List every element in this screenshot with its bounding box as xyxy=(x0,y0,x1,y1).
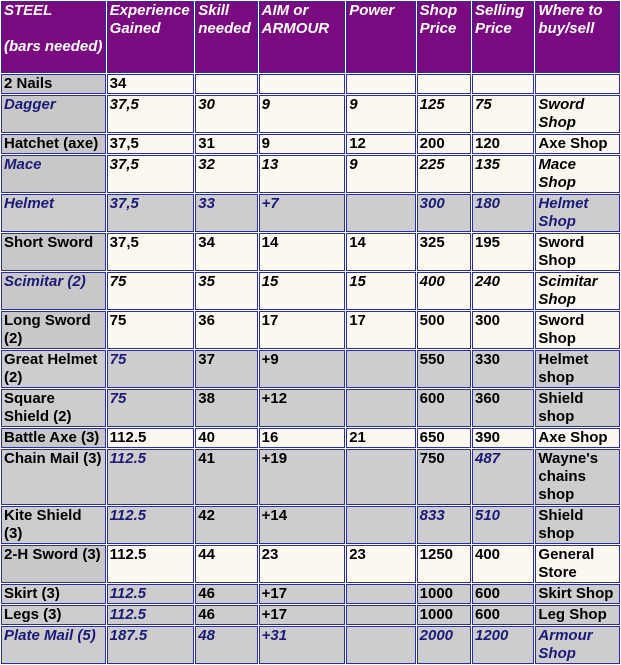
aim-cell: 16 xyxy=(259,428,346,448)
selling-price-cell: 390 xyxy=(472,428,534,448)
power-cell xyxy=(346,194,415,232)
where-cell: Sword Shop xyxy=(535,233,620,271)
experience-cell: 112.5 xyxy=(107,605,195,625)
where-header: Where to buy/sell xyxy=(535,1,620,73)
where-cell: Scimitar Shop xyxy=(535,272,620,310)
table-row xyxy=(1,506,620,544)
experience-cell: 37,5 xyxy=(107,155,195,193)
skill-header: Skill needed xyxy=(195,1,257,73)
aim-cell: +12 xyxy=(259,389,346,427)
selling-price-cell: 75 xyxy=(472,95,534,133)
power-cell xyxy=(346,584,415,604)
shop-price-cell: 325 xyxy=(417,233,471,271)
selling-price-cell: 360 xyxy=(472,389,534,427)
aim-cell: 13 xyxy=(259,155,346,193)
selling-price-cell: 240 xyxy=(472,272,534,310)
where-cell: Sword Shop xyxy=(535,95,620,133)
selling-price-cell: 600 xyxy=(472,605,534,625)
item-name: Square Shield (2) xyxy=(1,389,106,427)
power-cell: 21 xyxy=(346,428,415,448)
power-cell xyxy=(346,389,415,427)
shop-price-cell: 200 xyxy=(417,134,471,154)
power-cell xyxy=(346,506,415,544)
item-name: Great Helmet (2) xyxy=(1,350,106,388)
experience-cell: 37,5 xyxy=(107,233,195,271)
skill-cell: 35 xyxy=(195,272,257,310)
selling-price-cell: 400 xyxy=(472,545,534,583)
experience-cell: 75 xyxy=(107,389,195,427)
power-cell: 9 xyxy=(346,155,415,193)
skill-cell: 46 xyxy=(195,584,257,604)
where-cell: Helmet shop xyxy=(535,350,620,388)
item-name: Plate Mail (5) xyxy=(1,626,106,664)
power-cell xyxy=(346,626,415,664)
skill-cell: 41 xyxy=(195,449,257,505)
selling-price-cell: 330 xyxy=(472,350,534,388)
table-row xyxy=(1,449,620,505)
shop-price-cell: 550 xyxy=(417,350,471,388)
shop-price-header: Shop Price xyxy=(417,1,471,73)
item-name: Battle Axe (3) xyxy=(1,428,106,448)
where-cell: Axe Shop xyxy=(535,428,620,448)
item-name: Dagger xyxy=(1,95,106,133)
steel-header xyxy=(1,1,106,73)
selling-price-cell xyxy=(472,74,534,94)
power-cell: 23 xyxy=(346,545,415,583)
table-row xyxy=(1,134,620,154)
skill-cell: 30 xyxy=(195,95,257,133)
item-name: Short Sword xyxy=(1,233,106,271)
skill-cell: 40 xyxy=(195,428,257,448)
where-cell: Skirt Shop xyxy=(535,584,620,604)
shop-price-cell: 750 xyxy=(417,449,471,505)
experience-cell: 112.5 xyxy=(107,584,195,604)
aim-cell: +14 xyxy=(259,506,346,544)
skill-cell: 38 xyxy=(195,389,257,427)
selling-price-cell: 487 xyxy=(472,449,534,505)
table-row xyxy=(1,545,620,583)
item-name: Helmet xyxy=(1,194,106,232)
power-cell: 17 xyxy=(346,311,415,349)
shop-price-cell: 225 xyxy=(417,155,471,193)
table-row xyxy=(1,155,620,193)
selling-price-cell: 180 xyxy=(472,194,534,232)
where-cell xyxy=(535,74,620,94)
item-name: 2 Nails xyxy=(1,74,106,94)
skill-cell: 31 xyxy=(195,134,257,154)
table-row xyxy=(1,428,620,448)
selling-price-header: Selling Price xyxy=(472,1,534,73)
experience-cell: 112.5 xyxy=(107,428,195,448)
skill-cell xyxy=(195,74,257,94)
power-cell xyxy=(346,350,415,388)
shop-price-cell: 125 xyxy=(417,95,471,133)
aim-cell: +9 xyxy=(259,350,346,388)
table-row xyxy=(1,74,620,94)
experience-cell: 187.5 xyxy=(107,626,195,664)
item-name: Chain Mail (3) xyxy=(1,449,106,505)
where-cell: Shield shop xyxy=(535,506,620,544)
item-name: 2-H Sword (3) xyxy=(1,545,106,583)
table-row xyxy=(1,311,620,349)
shop-price-cell: 1250 xyxy=(417,545,471,583)
power-cell xyxy=(346,449,415,505)
power-header: Power xyxy=(346,1,415,73)
aim-header: AIM or ARMOUR xyxy=(259,1,346,73)
aim-cell xyxy=(259,74,346,94)
skill-cell: 34 xyxy=(195,233,257,271)
aim-cell: 14 xyxy=(259,233,346,271)
item-name: Mace xyxy=(1,155,106,193)
aim-cell: +17 xyxy=(259,605,346,625)
aim-cell: +7 xyxy=(259,194,346,232)
item-name: Skirt (3) xyxy=(1,584,106,604)
where-cell: Axe Shop xyxy=(535,134,620,154)
experience-header: Experience Gained xyxy=(107,1,195,73)
skill-cell: 44 xyxy=(195,545,257,583)
shop-price-cell: 500 xyxy=(417,311,471,349)
table-row xyxy=(1,626,620,664)
experience-cell: 112.5 xyxy=(107,506,195,544)
power-cell: 15 xyxy=(346,272,415,310)
power-cell: 9 xyxy=(346,95,415,133)
experience-cell: 37,5 xyxy=(107,95,195,133)
power-cell xyxy=(346,605,415,625)
header-row xyxy=(1,1,620,73)
where-cell: Shield shop xyxy=(535,389,620,427)
skill-cell: 33 xyxy=(195,194,257,232)
table-row xyxy=(1,194,620,232)
table-row xyxy=(1,95,620,133)
where-cell: Wayne's chains shop xyxy=(535,449,620,505)
skill-cell: 42 xyxy=(195,506,257,544)
selling-price-cell: 510 xyxy=(472,506,534,544)
experience-cell: 37,5 xyxy=(107,194,195,232)
skill-cell: 37 xyxy=(195,350,257,388)
steel-header-label: STEEL xyxy=(4,2,53,19)
where-cell: Leg Shop xyxy=(535,605,620,625)
power-cell: 14 xyxy=(346,233,415,271)
item-name: Scimitar (2) xyxy=(1,272,106,310)
experience-cell: 34 xyxy=(107,74,195,94)
shop-price-cell: 1000 xyxy=(417,584,471,604)
experience-cell: 112.5 xyxy=(107,545,195,583)
power-cell xyxy=(346,74,415,94)
selling-price-cell: 135 xyxy=(472,155,534,193)
aim-cell: 9 xyxy=(259,95,346,133)
shop-price-cell: 833 xyxy=(417,506,471,544)
table-row xyxy=(1,584,620,604)
where-cell: Helmet Shop xyxy=(535,194,620,232)
aim-cell: 15 xyxy=(259,272,346,310)
power-cell: 12 xyxy=(346,134,415,154)
bars-needed-label: (bars needed) xyxy=(4,38,103,55)
experience-cell: 112.5 xyxy=(107,449,195,505)
selling-price-cell: 195 xyxy=(472,233,534,271)
skill-cell: 32 xyxy=(195,155,257,193)
where-cell: General Store xyxy=(535,545,620,583)
item-name: Kite Shield (3) xyxy=(1,506,106,544)
skill-cell: 36 xyxy=(195,311,257,349)
skill-cell: 48 xyxy=(195,626,257,664)
selling-price-cell: 120 xyxy=(472,134,534,154)
table-row xyxy=(1,233,620,271)
aim-cell: 9 xyxy=(259,134,346,154)
aim-cell: +17 xyxy=(259,584,346,604)
table-row xyxy=(1,605,620,625)
experience-cell: 37,5 xyxy=(107,134,195,154)
aim-cell: 17 xyxy=(259,311,346,349)
experience-cell: 75 xyxy=(107,272,195,310)
experience-cell: 75 xyxy=(107,350,195,388)
where-cell: Mace Shop xyxy=(535,155,620,193)
where-cell: Sword Shop xyxy=(535,311,620,349)
shop-price-cell: 400 xyxy=(417,272,471,310)
shop-price-cell xyxy=(417,74,471,94)
aim-cell: +31 xyxy=(259,626,346,664)
skill-cell: 46 xyxy=(195,605,257,625)
aim-cell: +19 xyxy=(259,449,346,505)
item-name: Hatchet (axe) xyxy=(1,134,106,154)
shop-price-cell: 1000 xyxy=(417,605,471,625)
experience-cell: 75 xyxy=(107,311,195,349)
shop-price-cell: 2000 xyxy=(417,626,471,664)
selling-price-cell: 300 xyxy=(472,311,534,349)
shop-price-cell: 650 xyxy=(417,428,471,448)
shop-price-cell: 300 xyxy=(417,194,471,232)
table-row xyxy=(1,350,620,388)
shop-price-cell: 600 xyxy=(417,389,471,427)
item-name: Long Sword (2) xyxy=(1,311,106,349)
table-row xyxy=(1,389,620,427)
selling-price-cell: 600 xyxy=(472,584,534,604)
selling-price-cell: 1200 xyxy=(472,626,534,664)
table-row xyxy=(1,272,620,310)
item-name: Legs (3) xyxy=(1,605,106,625)
aim-cell: 23 xyxy=(259,545,346,583)
where-cell: Armour Shop xyxy=(535,626,620,664)
